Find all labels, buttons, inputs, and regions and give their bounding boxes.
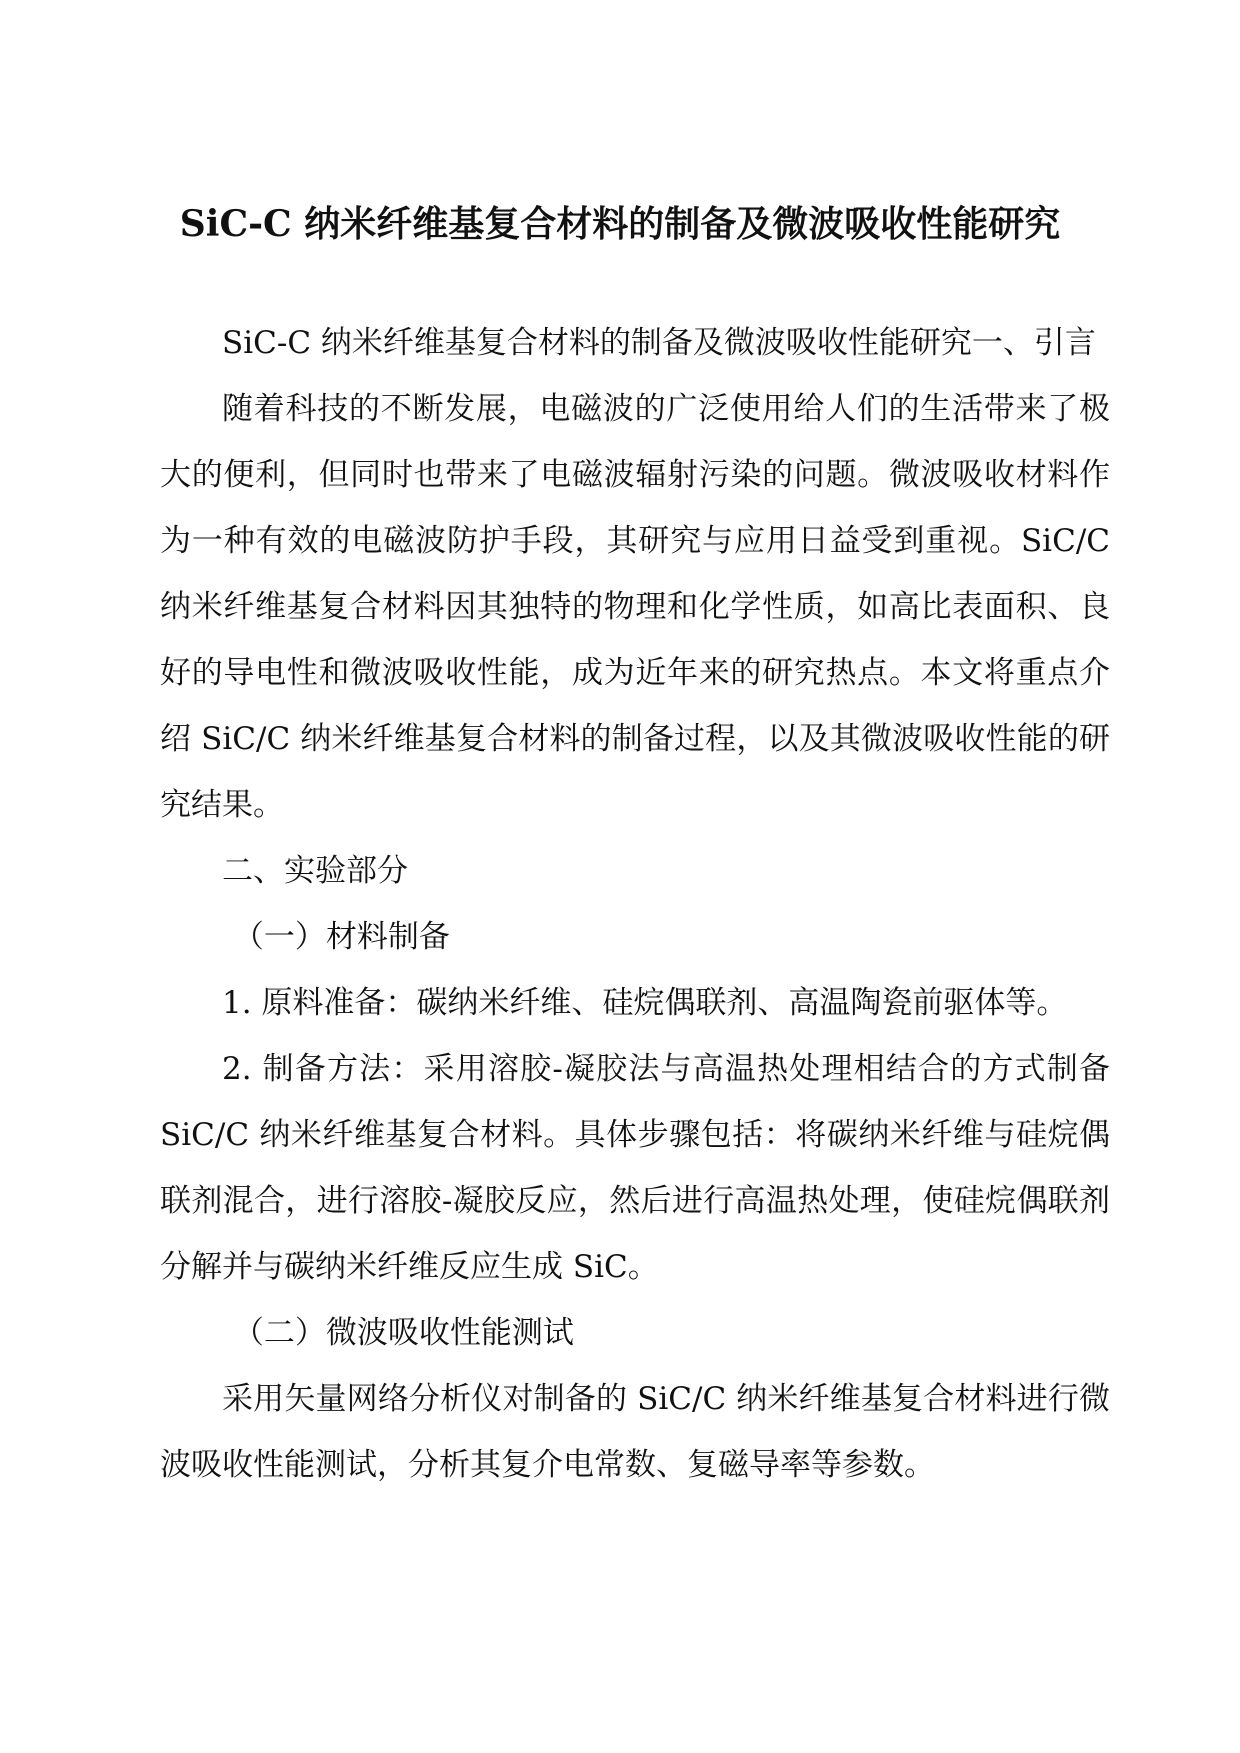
subsection-heading-microwave-test: （二）微波吸收性能测试 <box>232 1315 574 1351</box>
document-title: SiC-C 纳米纤维基复合材料的制备及微波吸收性能研究 <box>179 203 1061 245</box>
paragraph-microwave-test: 采用矢量网络分析仪对制备的 SiC/C 纳米纤维基复合材料进行微波吸收性能测试，分析其复介电常数、复磁导率等参数。 <box>160 1381 1110 1483</box>
paragraph-intro-heading: SiC-C 纳米纤维基复合材料的制备及微波吸收性能研究一、引言 <box>222 325 1096 361</box>
subsection-heading-preparation: （一）材料制备 <box>232 919 450 955</box>
paragraph-preparation-method: 2. 制备方法：采用溶胶-凝胶法与高温热处理相结合的方式制备 SiC/C 纳米纤维基复合材料。具体步骤包括：将碳纳米纤维与硅烷偶联剂混合，进行溶胶-凝胶反应，然后进行高温热处理，使硅烷偶联剂分解并与碳纳米纤维反应生成 SiC。 <box>160 1051 1110 1285</box>
paragraph-raw-materials: 1. 原料准备：碳纳米纤维、硅烷偶联剂、高温陶瓷前驱体等。 <box>222 985 1068 1021</box>
document-body <box>160 310 1110 1498</box>
paragraph-introduction: 随着科技的不断发展，电磁波的广泛使用给人们的生活带来了极大的便利，但同时也带来了电磁波辐射污染的问题。微波吸收材料作为一种有效的电磁波防护手段，其研究与应用日益受到重视。SiC/C 纳米纤维基复合材料因其独特的物理和化学性质，如高比表面积、良好的导电性和微波吸收性能，成为近年来的研究热点。本文将重点介绍 SiC/C 纳米纤维基复合材料的制备过程，以及其微波吸收性能的研究结果。 <box>160 391 1110 823</box>
section-heading-experiment: 二、实验部分 <box>222 853 408 889</box>
